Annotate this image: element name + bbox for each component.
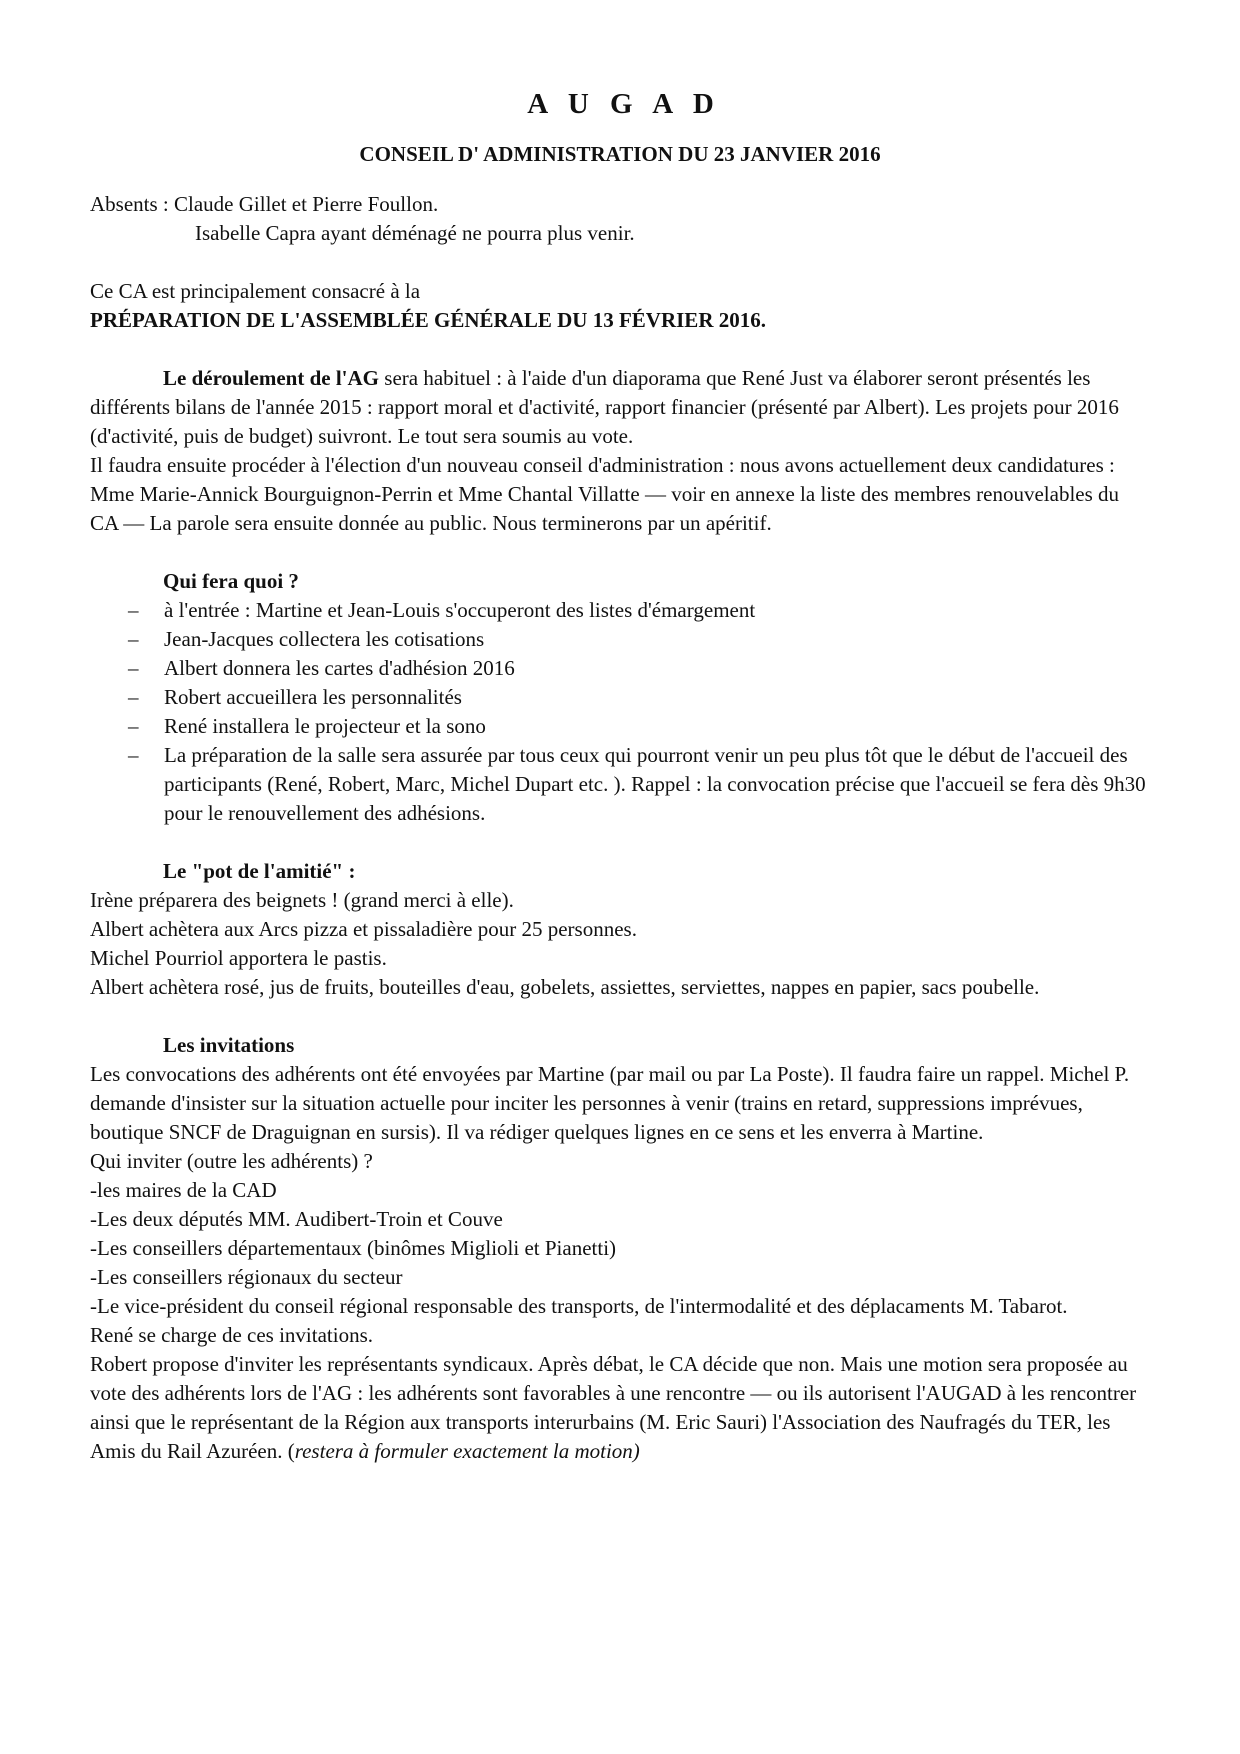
absents-note: Isabelle Capra ayant déménagé ne pourra plus venir.: [195, 221, 635, 245]
deroulement-paragraph: [90, 364, 1150, 451]
invitee-line: -Les conseillers régionaux du secteur: [90, 1265, 403, 1289]
spacer: [90, 828, 1150, 857]
task-item: [90, 683, 1150, 712]
deroulement-text: sera habituel : à l'aide d'un diaporama que René Just va élaborer seront présentés les différents bilans de l'année 2015 : rapport moral et d'activité, rapport financier (présenté par Albert). Les projets pour 2016 (d'activité, puis de budget) suivront. Le tout sera soumis au vote.: [90, 366, 1119, 448]
dash-marker: –: [128, 714, 139, 738]
intro-heading: PRÉPARATION DE L'ASSEMBLÉE GÉNÉRALE DU 13 FÉVRIER 2016.: [90, 308, 766, 332]
task-list: [90, 596, 1150, 828]
task-item: [90, 596, 1150, 625]
spacer: [90, 538, 1150, 567]
task-item: [90, 712, 1150, 741]
pot-line: Albert achètera aux Arcs pizza et pissaladière pour 25 personnes.: [90, 917, 637, 941]
spacer: [90, 248, 1150, 277]
task-item: [90, 625, 1150, 654]
task-item: [90, 741, 1150, 828]
dash-marker: –: [128, 598, 139, 622]
dash-marker: –: [128, 685, 139, 709]
task-text: Albert donnera les cartes d'adhésion 2016: [164, 656, 515, 680]
dash-marker: –: [128, 627, 139, 651]
spacer: [90, 1002, 1150, 1031]
pot-heading: Le "pot de l'amitié" :: [163, 859, 356, 883]
task-item: [90, 654, 1150, 683]
task-text: René installera le projecteur et la sono: [164, 714, 486, 738]
document-page: [90, 86, 1150, 1466]
document-subtitle: CONSEIL D' ADMINISTRATION DU 23 JANVIER 2016: [359, 142, 881, 166]
task-text: Jean-Jacques collectera les cotisations: [164, 627, 485, 651]
pot-line: Michel Pourriol apportera le pastis.: [90, 946, 387, 970]
invitee-line: -Les deux députés MM. Audibert-Troin et Couve: [90, 1207, 503, 1231]
invitations-heading: Les invitations: [163, 1033, 295, 1057]
deroulement-lead: Le déroulement de l'AG: [163, 366, 380, 390]
document-title: A U G A D: [527, 88, 721, 120]
invite-question: Qui inviter (outre les adhérents) ?: [90, 1149, 373, 1173]
dash-marker: –: [128, 656, 139, 680]
election-paragraph: Il faudra ensuite procéder à l'élection d'un nouveau conseil d'administration : nous avons actuellement deux candidatures : Mme Marie-Annick Bourguignon-Perrin et Mme Chantal Villatte — voir en annexe la liste des membres renouvelables du CA — La parole sera ensuite donnée au public. Nous terminerons par un apéritif.: [90, 453, 1120, 535]
robert-italic-note: restera à formuler exactement la motion): [294, 1439, 640, 1463]
robert-text: Robert propose d'inviter les représentants syndicaux. Après débat, le CA décide que non. Mais une motion sera proposée au vote des adhérents lors de l'AG : les adhérents sont favorables à une rencontre — ou ils autorisent l'AUGAD à les rencontrer ainsi que le représentant de la Région aux transports interurbains (M. Eric Sauri) l'Association des Naufragés du TER, les Amis du Rail Azuréen. (: [90, 1352, 1137, 1463]
absents-line: Absents : Claude Gillet et Pierre Foullon.: [90, 192, 439, 216]
qui-fera-quoi-heading: Qui fera quoi ?: [163, 569, 299, 593]
spacer: [90, 335, 1150, 364]
pot-line: Irène préparera des beignets ! (grand merci à elle).: [90, 888, 514, 912]
rene-invitations-line: René se charge de ces invitations.: [90, 1323, 374, 1347]
robert-paragraph: [90, 1350, 1150, 1466]
task-text: La préparation de la salle sera assurée par tous ceux qui pourront venir un peu plus tôt que le début de l'accueil des participants (René, Robert, Marc, Michel Dupart etc. ). Rappel : la convocation précise que l'accueil se fera dès 9h30 pour le renouvellement des adhésions.: [164, 743, 1146, 825]
invitee-line: -les maires de la CAD: [90, 1178, 277, 1202]
task-text: Robert accueillera les personnalités: [164, 685, 462, 709]
pot-line: Albert achètera rosé, jus de fruits, bouteilles d'eau, gobelets, assiettes, serviettes, nappes en papier, sacs poubelle.: [90, 975, 1040, 999]
intro-line: Ce CA est principalement consacré à la: [90, 279, 421, 303]
invitee-line: -Les conseillers départementaux (binômes Miglioli et Pianetti): [90, 1236, 617, 1260]
task-text: à l'entrée : Martine et Jean-Louis s'occuperont des listes d'émargement: [164, 598, 756, 622]
convocations-paragraph: Les convocations des adhérents ont été envoyées par Martine (par mail ou par La Poste). Il faudra faire un rappel. Michel P. demande d'insister sur la situation actuelle pour inciter les personnes à venir (trains en retard, suppressions imprévues, boutique SNCF de Draguignan en sursis). Il va rédiger quelques lignes en ce sens et les enverra à Martine.: [90, 1062, 1130, 1144]
invitee-line: -Le vice-président du conseil régional responsable des transports, de l'intermodalité et des déplacaments M. Tabarot.: [90, 1294, 1068, 1318]
dash-marker: –: [128, 743, 139, 767]
